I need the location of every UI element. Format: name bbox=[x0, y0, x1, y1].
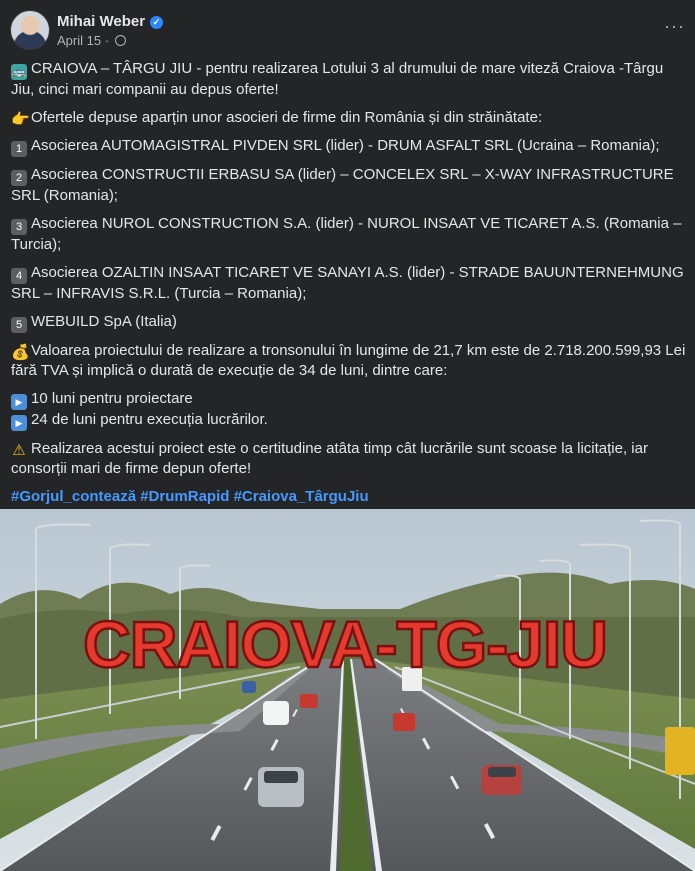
bus-icon: 🚌 bbox=[12, 66, 26, 78]
post-paragraph bbox=[11, 263, 687, 304]
paragraph-text: Asocierea AUTOMAGISTRAL PIVDEN SRL (lider) - DRUM ASFALT SRL (Ucraina – Romania); bbox=[31, 137, 660, 154]
paragraph-text: Asocierea CONSTRUCTII ERBASU SA (lider) – CONCELEX SRL – X-WAY INFRASTRUCTURE SRL (Romania); bbox=[11, 166, 674, 204]
post-paragraph bbox=[11, 439, 687, 479]
keycap-1-icon: 1 bbox=[11, 141, 27, 157]
bullet-item bbox=[11, 410, 687, 431]
meta-separator: · bbox=[104, 33, 110, 48]
hashtag-link[interactable]: #DrumRapid bbox=[140, 488, 230, 505]
post-paragraph bbox=[11, 108, 687, 128]
warning-icon: ⚠ bbox=[12, 442, 26, 459]
paragraph-text: Valoarea proiectului de realizare a tronsonului în lungime de 21,7 km este de 2.718.200.599,93 Lei fără TVA și implică o durată de execuție de 34 de luni, dintre care: bbox=[11, 342, 686, 379]
post-paragraph bbox=[11, 59, 687, 100]
hashtag-link[interactable]: #Gorjul_contează bbox=[11, 488, 137, 505]
post-paragraph bbox=[11, 312, 687, 333]
post-paragraph bbox=[11, 165, 687, 206]
paragraph-text: Realizarea acestui proiect este o certitudine atâta timp cât lucrările sunt scoase la licitație, iar consorții mari de firme depun oferte! bbox=[11, 440, 648, 477]
hashtag-link[interactable]: #Craiova_TârguJiu bbox=[233, 488, 369, 505]
author-name-row bbox=[57, 13, 163, 30]
more-options-button[interactable]: ··· bbox=[664, 16, 685, 36]
paragraph-text: CRAIOVA – TÂRGU JIU - pentru realizarea Lotului 3 al drumului de mare viteză Craiova -Târgu Jiu, cinci mari companii au depus oferte! bbox=[11, 60, 664, 98]
pointing-hand-icon: 👉 bbox=[11, 111, 30, 128]
image-overlay-title: CRAIOVA-TG-JIU bbox=[83, 607, 607, 681]
play-button-icon: ▶ bbox=[11, 415, 27, 431]
post-paragraph bbox=[11, 341, 687, 381]
bullet-text: 10 luni pentru proiectare bbox=[31, 390, 193, 407]
author-avatar[interactable] bbox=[10, 10, 50, 50]
keycap-5-icon: 5 bbox=[11, 317, 27, 333]
paragraph-text: Asocierea NUROL CONSTRUCTION S.A. (lider) - NUROL INSAAT VE TICARET A.S. (Romania – Turcia); bbox=[11, 215, 682, 253]
post-text bbox=[11, 59, 687, 515]
post-paragraph bbox=[11, 214, 687, 255]
money-bag-icon: 💰 bbox=[11, 344, 30, 361]
keycap-3-icon: 3 bbox=[11, 219, 27, 235]
paragraph-text: WEBUILD SpA (Italia) bbox=[31, 313, 177, 330]
paragraph-text: Asocierea OZALTIN INSAAT TICARET VE SANAYI A.S. (lider) - STRADE BAUUNTERNEHMUNG SRL – INFRAVIS S.R.L. (Turcia – Romania); bbox=[11, 264, 684, 302]
play-button-icon: ▶ bbox=[11, 394, 27, 410]
globe-icon bbox=[115, 35, 126, 46]
post-date[interactable]: April 15 bbox=[57, 33, 102, 48]
keycap-4-icon: 4 bbox=[11, 268, 27, 284]
verified-badge-icon: ✓ bbox=[150, 16, 163, 29]
bullet-item bbox=[11, 389, 687, 410]
keycap-2-icon: 2 bbox=[11, 170, 27, 186]
hashtags bbox=[11, 487, 687, 507]
post-header bbox=[10, 10, 685, 52]
author-name[interactable]: Mihai Weber bbox=[57, 13, 146, 30]
highway-image bbox=[0, 509, 695, 871]
paragraph-text: Ofertele depuse aparțin unor asocieri de firme din România și din străinătate: bbox=[31, 109, 543, 126]
post-paragraph bbox=[11, 136, 687, 157]
post-meta bbox=[57, 33, 126, 48]
post-photo[interactable] bbox=[0, 509, 695, 871]
bullet-text: 24 de luni pentru execuția lucrărilor. bbox=[31, 411, 268, 428]
